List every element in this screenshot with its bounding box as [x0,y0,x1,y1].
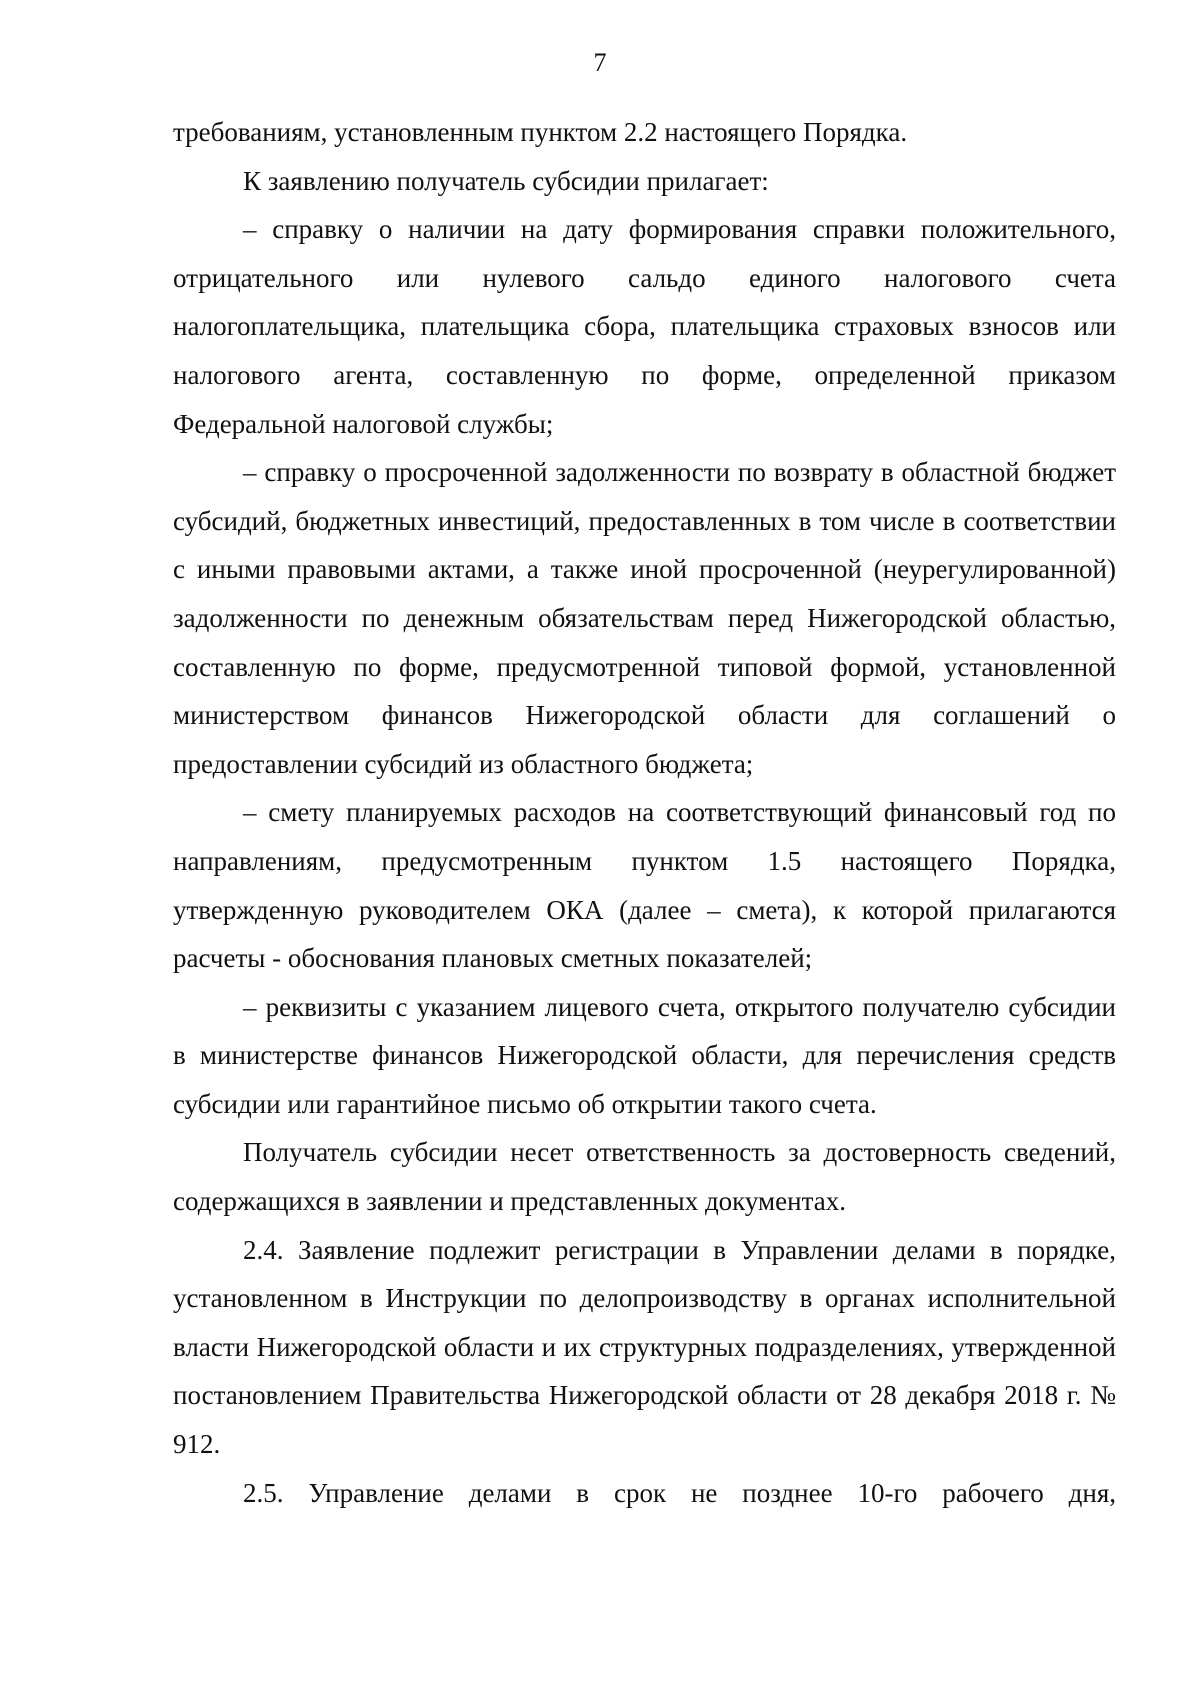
paragraph-section-2-4: 2.4. Заявление подлежит регистрации в Управлении делами в порядке, установленном в Инструкции по делопроизводству в органах исполнительной власти Нижегородской области и их структурных подразделениях, утвержденной постановлением Правительства Нижегородской области от 28 декабря 2018 г. № 912. [173,1234,1116,1460]
paragraph-debt-certificate: – справку о просроченной задолженности по возврату в областной бюджет субсидий, бюджетных инвестиций, предоставленных в том числе в соответствии с иными правовыми актами, а также иной просроченной (неурегулированной) задолженности по денежным обязательствам перед Нижегородской областью, составленную по форме, предусмотренной типовой формой, установленной министерством финансов Нижегородской области для соглашений о предоставлении субсидий из областного бюджета; [173,457,1116,779]
document-body [173,108,1116,1517]
paragraph-continuation: требованиям, установленным пунктом 2.2 настоящего Порядка. [173,117,908,147]
paragraph-expense-estimate: – смету планируемых расходов на соответствующий финансовый год по направлениям, предусмотренным пунктом 1.5 настоящего Порядка, утвержденную руководителем ОКА (далее – смета), к которой прилагаются расчеты - обоснования плановых сметных показателей; [173,797,1116,974]
paragraph-bank-details: – реквизиты с указанием лицевого счета, открытого получателю субсидии в министерстве финансов Нижегородской области, для перечисления средств субсидии или гарантийное письмо об открытии такого счета. [173,991,1116,1119]
page-number: 7 [593,48,607,77]
paragraph-attachments-intro: К заявлению получатель субсидии прилагает: [243,165,769,196]
paragraph-responsibility: Получатель субсидии несет ответственность за достоверность сведений, содержащихся в заявлении и представленных документах. [173,1137,1116,1217]
paragraph-section-2-5: 2.5. Управление делами в срок не позднее 10-го рабочего дня, [243,1477,1116,1508]
paragraph-tax-certificate: – справку о наличии на дату формирования справки положительного, отрицательного или нулевого сальдо единого налогового счета налогоплательщика, плательщика сбора, плательщика страховых взносов или налогового агента, составленную по форме, определенной приказом Федеральной налоговой службы; [173,214,1116,439]
